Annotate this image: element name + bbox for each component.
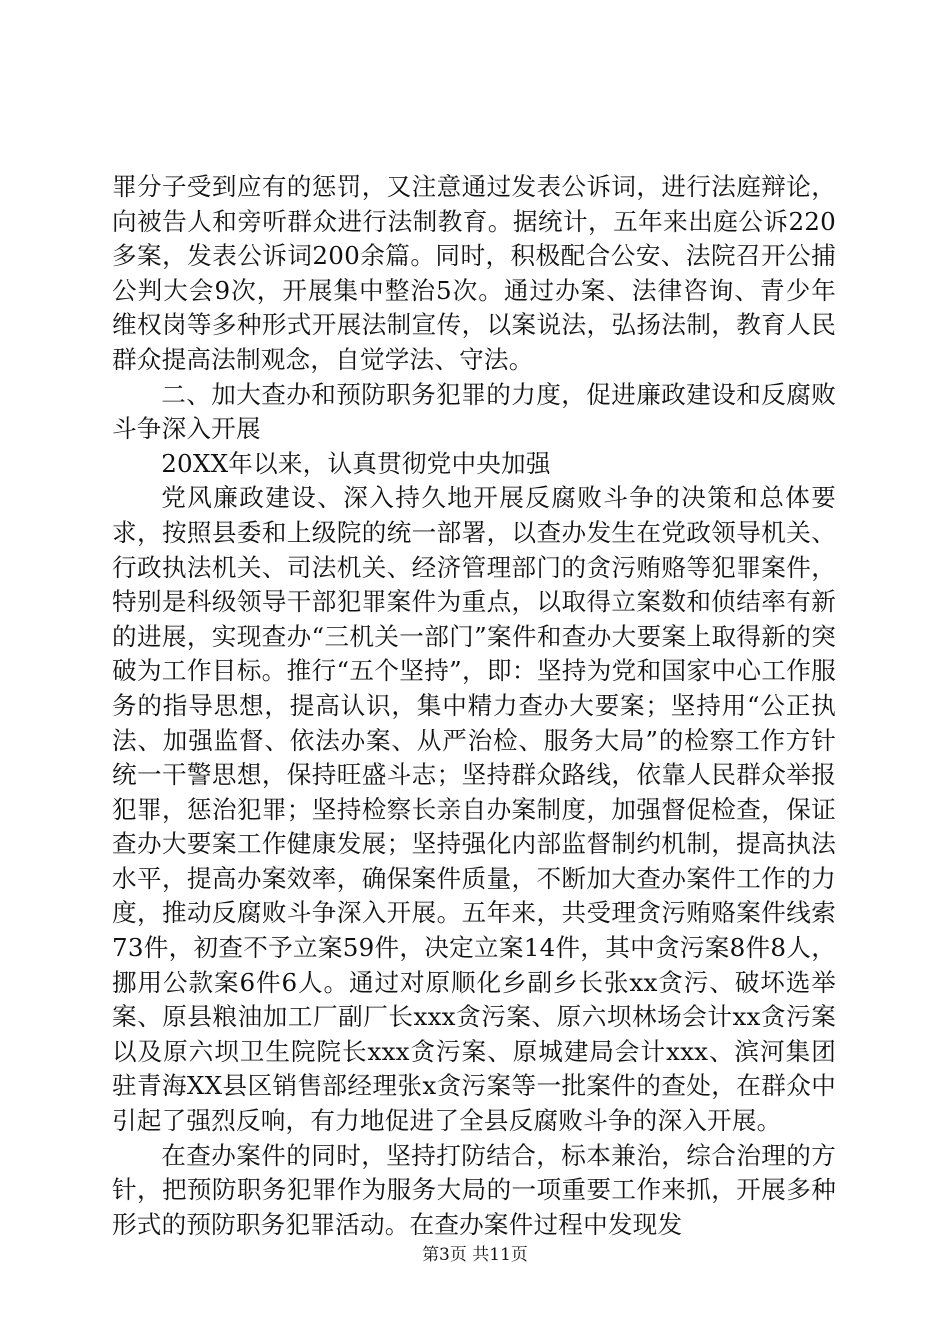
paragraph-4: 党风廉政建设、深入持久地开展反腐败斗争的决策和总体要求，按照县委和上级院的统一部署，以查办发生在党政领导机关、行政执法机关、司法机关、经济管理部门的贪污贿赂等犯罪案件，特别是科级领导干部犯罪案件为重点，以取得立案数和侦结率有新的进展，实现查办“三机关一部门”案件和查办大要案上取得新的突破为工作目标。推行“五个坚持”，即：坚持为党和国家中心工作服务的指导思想，提高认识，集中精力查办大要案；坚持用“公正执法、加强监督、依法办案、从严治检、服务大局”的检察工作方针统一干警思想，保持旺盛斗志；坚持群众路线，依靠人民群众举报犯罪，惩治犯罪；坚持检察长亲自办案制度，加强督促检查，保证查办大要案工作健康发展；坚持强化内部监督制约机制，提高执法水平，提高办案效率，确保案件质量，不断加大查办案件工作的力度，推动反腐败斗争深入开展。五年来，共受理贪污贿赂案件线索73件，初查不予立案59件，决定立案14件，其中贪污案8件8人，挪用公款案6件6人。通过对原顺化乡副乡长张xx贪污、破坏选举案、原县粮油加工厂副厂长xxx贪污案、原六坝林场会计xx贪污案以及原六坝卫生院院长xxx贪污案、原城建局会计xxx、滨河集团驻青海XX县区销售部经理张x贪污案等一批案件的查处，在群众中引起了强烈反响，有力地促进了全县反腐败斗争的深入开展。: [112, 483, 836, 1136]
paragraph-1: 罪分子受到应有的惩罚，又注意通过发表公诉词，进行法庭辩论，向被告人和旁听群众进行法制教育。据统计，五年来出庭公诉220多案，发表公诉词200余篇。同时，积极配合公安、法院召开公捕公判大会9次，开展集中整治5次。通过办案、法律咨询、青少年维权岗等多种形式开展法制宣传，以案说法，弘扬法制，教育人民群众提高法制观念，自觉学法、守法。: [112, 172, 836, 374]
page-number-label: 第3页 共11页: [422, 1245, 528, 1265]
paragraph-2-section-heading: 二、加大查办和预防职务犯罪的力度，促进廉政建设和反腐败斗争深入开展: [112, 379, 836, 444]
page-footer: [0, 1244, 950, 1266]
paragraph-3: 20XX年以来，认真贯彻党中央加强: [161, 448, 551, 478]
paragraph-5: 在查办案件的同时，坚持打防结合，标本兼治，综合治理的方针，把预防职务犯罪作为服务大局的一项重要工作来抓，开展多种形式的预防职务犯罪活动。在查办案件过程中发现发: [112, 1140, 836, 1239]
document-body: [112, 170, 836, 1242]
